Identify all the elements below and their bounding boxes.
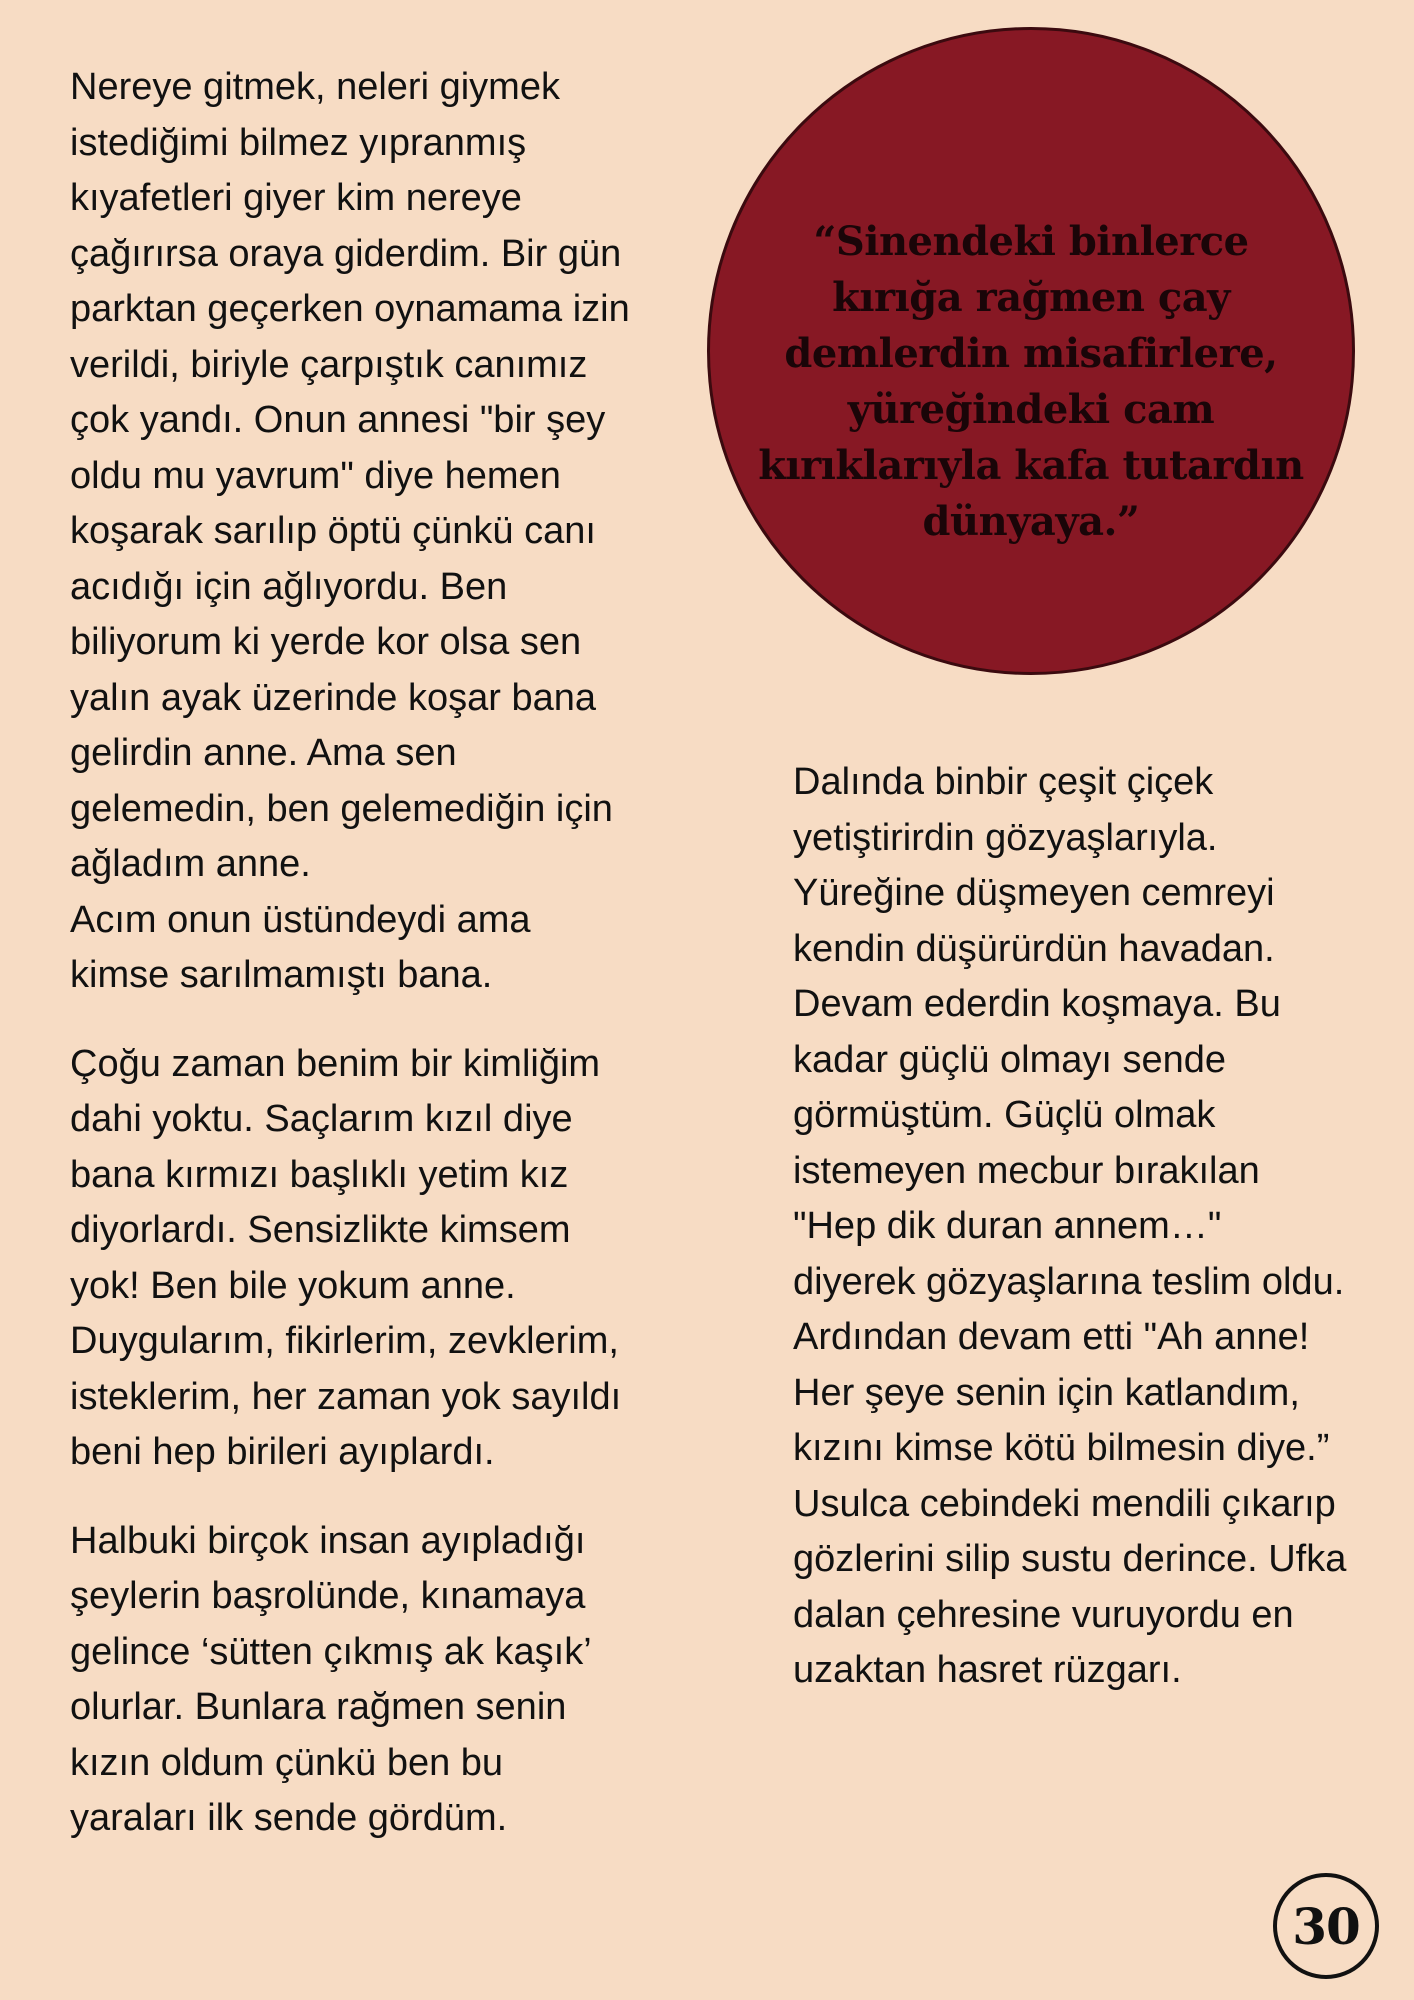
left-text-column <box>70 60 630 1847</box>
page-number-badge <box>1273 1873 1379 1979</box>
right-text-column <box>793 755 1353 1699</box>
body-paragraph: Halbuki birçok insan ayıpladığı şeylerin başrolünde, kınamaya gelince ‘sütten çıkmış ak kaşık’ olurlar. Bunlara rağmen senin kızın oldum çünkü ben bu yaraları ilk sende gördüm. <box>70 1519 591 1839</box>
body-paragraph: Çoğu zaman benim bir kimliğim dahi yoktu. Saçlarım kızıl diye bana kırmızı başlıklı yetim kız diyorlardı. Sensizlikte kimsem yok! Ben bile yokum anne. Duygularım, fikirlerim, zevklerim, isteklerim, her zaman yok sayıldı beni hep birileri ayıplardı. <box>70 1042 622 1473</box>
page-number: 30 <box>1292 1896 1360 1956</box>
body-paragraph: Nereye gitmek, neleri giymek istediğimi bilmez yıpranmış kıyafetleri giyer kim nereye çağırırsa oraya giderdim. Bir gün parktan geçerken oynamama izin verildi, biriyle çarpıştık canımız çok yandı. Onun annesi "bir şey oldu mu yavrum" diye hemen koşarak sarılıp öptü çünkü canı acıdığı için ağlıyordu. Ben biliyorum ki yerde kor olsa sen yalın ayak üzerinde koşar bana gelirdin anne. Ama sen gelemedin, ben gelemediğin için ağladım anne. Acım onun üstündeydi ama kimse sarılmamıştı bana. <box>70 66 630 996</box>
body-paragraph: Dalında binbir çeşit çiçek yetiştirirdin gözyaşlarıyla. Yüreğine düşmeyen cemreyi kendin düşürürdün havadan. Devam ederdin koşmaya. Bu kadar güçlü olmayı sende görmüştüm. Güçlü olmak istemeyen mecbur bırakılan "Hep dik duran annem…" diyerek gözyaşlarına teslim oldu. Ardından devam etti "Ah anne! Her şeye senin için katlandım, kızını kimse kötü bilmesin diye.” Usulca cebindeki mendili çıkarıp gözlerini silip sustu derince. Ufka dalan çehresine vuruyordu en uzaktan hasret rüzgarı. <box>793 761 1347 1691</box>
pull-quote: “Sinendeki binlerce kırığa rağmen çay demlerdin misafirlere, yüreğindeki cam kırıklarıyla kafa tutardın dünyaya.” <box>758 218 1304 545</box>
